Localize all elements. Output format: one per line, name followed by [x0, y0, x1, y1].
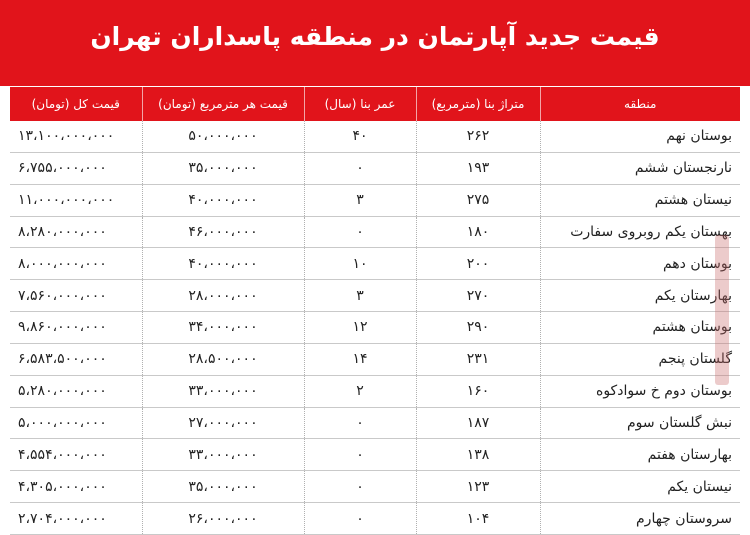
cell-age: ۲ — [304, 375, 416, 407]
cell-region: گلستان پنجم — [540, 343, 740, 375]
cell-area: ۱۸۰ — [416, 216, 540, 248]
header-price-per-meter: قیمت هر مترمربع (تومان) — [142, 87, 304, 121]
table-row — [10, 312, 740, 344]
table-row — [10, 152, 740, 184]
cell-region: نیستان یکم — [540, 471, 740, 503]
cell-age: ۰ — [304, 216, 416, 248]
cell-region: نیستان هشتم — [540, 184, 740, 216]
cell-area: ۲۶۲ — [416, 121, 540, 152]
cell-total-price: ۷،۵۶۰،۰۰۰،۰۰۰ — [10, 280, 142, 312]
cell-region: بوستان هشتم — [540, 312, 740, 344]
cell-area: ۱۰۴ — [416, 503, 540, 535]
cell-price-per-meter: ۳۵،۰۰۰،۰۰۰ — [142, 471, 304, 503]
cell-total-price: ۶،۵۸۳،۵۰۰،۰۰۰ — [10, 343, 142, 375]
cell-total-price: ۴،۳۰۵،۰۰۰،۰۰۰ — [10, 471, 142, 503]
cell-price-per-meter: ۲۷،۰۰۰،۰۰۰ — [142, 407, 304, 439]
cell-total-price: ۵،۲۸۰،۰۰۰،۰۰۰ — [10, 375, 142, 407]
cell-area: ۲۰۰ — [416, 248, 540, 280]
cell-region: سروستان چهارم — [540, 503, 740, 535]
cell-region: بوستان دهم — [540, 248, 740, 280]
cell-area: ۲۹۰ — [416, 312, 540, 344]
cell-price-per-meter: ۲۸،۰۰۰،۰۰۰ — [142, 280, 304, 312]
cell-region: نبش گلستان سوم — [540, 407, 740, 439]
cell-total-price: ۶،۷۵۵،۰۰۰،۰۰۰ — [10, 152, 142, 184]
header-total-price: قیمت کل (تومان) — [10, 87, 142, 121]
table-row — [10, 280, 740, 312]
cell-price-per-meter: ۴۰،۰۰۰،۰۰۰ — [142, 184, 304, 216]
cell-price-per-meter: ۴۰،۰۰۰،۰۰۰ — [142, 248, 304, 280]
cell-total-price: ۲،۷۰۴،۰۰۰،۰۰۰ — [10, 503, 142, 535]
cell-region: بهارستان هفتم — [540, 439, 740, 471]
cell-price-per-meter: ۳۴،۰۰۰،۰۰۰ — [142, 312, 304, 344]
cell-region: نارنجستان ششم — [540, 152, 740, 184]
table-row — [10, 471, 740, 503]
cell-area: ۲۷۰ — [416, 280, 540, 312]
cell-age: ۰ — [304, 503, 416, 535]
table-row — [10, 439, 740, 471]
cell-area: ۲۳۱ — [416, 343, 540, 375]
cell-age: ۱۴ — [304, 343, 416, 375]
header-region: منطقه — [540, 87, 740, 121]
table-row — [10, 343, 740, 375]
title-banner — [0, 0, 750, 86]
cell-age: ۰ — [304, 471, 416, 503]
page-title: قیمت جدید آپارتمان در منطقه پاسداران تهران — [90, 21, 660, 51]
cell-total-price: ۹،۸۶۰،۰۰۰،۰۰۰ — [10, 312, 142, 344]
cell-region: بهارستان یکم — [540, 280, 740, 312]
price-table — [10, 87, 740, 535]
cell-total-price: ۱۳،۱۰۰،۰۰۰،۰۰۰ — [10, 121, 142, 152]
cell-area: ۱۲۳ — [416, 471, 540, 503]
table-row — [10, 121, 740, 152]
cell-price-per-meter: ۵۰،۰۰۰،۰۰۰ — [142, 121, 304, 152]
cell-area: ۱۸۷ — [416, 407, 540, 439]
cell-age: ۰ — [304, 439, 416, 471]
cell-area: ۱۹۳ — [416, 152, 540, 184]
cell-region: بهستان یکم روبروی سفارت — [540, 216, 740, 248]
table-row — [10, 248, 740, 280]
cell-price-per-meter: ۳۵،۰۰۰،۰۰۰ — [142, 152, 304, 184]
cell-price-per-meter: ۲۶،۰۰۰،۰۰۰ — [142, 503, 304, 535]
table-row — [10, 407, 740, 439]
table-body — [10, 121, 740, 535]
cell-price-per-meter: ۲۸،۵۰۰،۰۰۰ — [142, 343, 304, 375]
cell-total-price: ۵،۰۰۰،۰۰۰،۰۰۰ — [10, 407, 142, 439]
cell-area: ۲۷۵ — [416, 184, 540, 216]
cell-age: ۳ — [304, 280, 416, 312]
cell-age: ۱۲ — [304, 312, 416, 344]
cell-price-per-meter: ۳۳،۰۰۰،۰۰۰ — [142, 439, 304, 471]
cell-price-per-meter: ۳۳،۰۰۰،۰۰۰ — [142, 375, 304, 407]
table-row — [10, 375, 740, 407]
header-age: عمر بنا (سال) — [304, 87, 416, 121]
cell-total-price: ۸،۰۰۰،۰۰۰،۰۰۰ — [10, 248, 142, 280]
cell-area: ۱۶۰ — [416, 375, 540, 407]
table-header-row — [10, 87, 740, 121]
table-row — [10, 503, 740, 535]
table-row — [10, 184, 740, 216]
cell-region: بوستان نهم — [540, 121, 740, 152]
cell-age: ۰ — [304, 407, 416, 439]
cell-age: ۴۰ — [304, 121, 416, 152]
cell-region: بوستان دوم خ سوادکوه — [540, 375, 740, 407]
cell-age: ۱۰ — [304, 248, 416, 280]
table-row — [10, 216, 740, 248]
cell-age: ۰ — [304, 152, 416, 184]
cell-age: ۳ — [304, 184, 416, 216]
cell-price-per-meter: ۴۶،۰۰۰،۰۰۰ — [142, 216, 304, 248]
header-area: متراژ بنا (مترمربع) — [416, 87, 540, 121]
cell-total-price: ۱۱،۰۰۰،۰۰۰،۰۰۰ — [10, 184, 142, 216]
cell-area: ۱۳۸ — [416, 439, 540, 471]
cell-total-price: ۸،۲۸۰،۰۰۰،۰۰۰ — [10, 216, 142, 248]
cell-total-price: ۴،۵۵۴،۰۰۰،۰۰۰ — [10, 439, 142, 471]
